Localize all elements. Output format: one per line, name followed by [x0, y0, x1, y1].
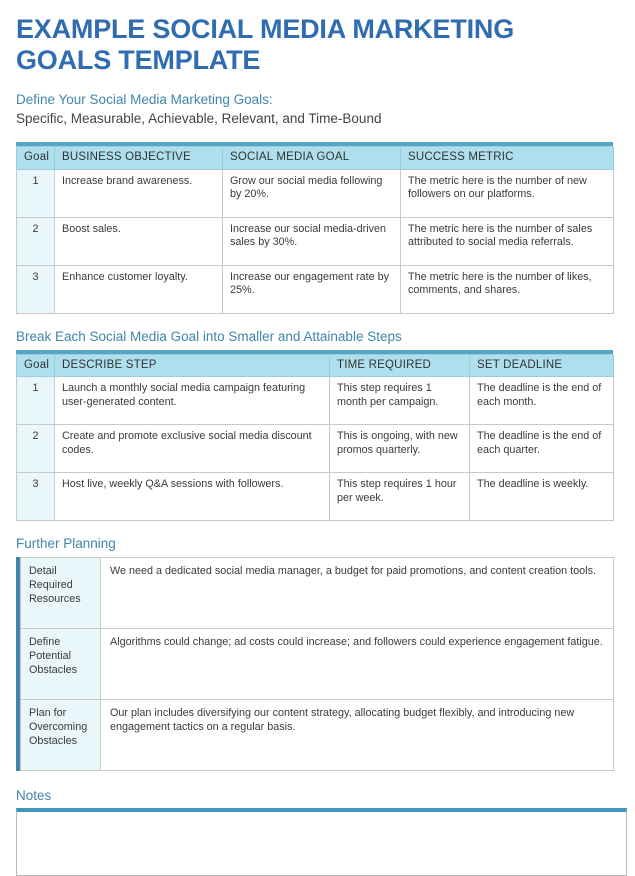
cell-business-objective[interactable]: Boost sales.: [55, 217, 223, 265]
goal-number: 3: [17, 473, 55, 521]
cell-set-deadline[interactable]: The deadline is weekly.: [470, 473, 614, 521]
goals-table-header: [17, 147, 614, 170]
cell-plan-for-overcoming-obstacles[interactable]: Our plan includes diversifying our content strategy, allocating budget flexibly, and introducing new engagement tactics on a regular basis.: [101, 700, 614, 771]
table-row: [21, 558, 614, 629]
cell-business-objective[interactable]: Increase brand awareness.: [55, 169, 223, 217]
goal-number: 2: [17, 425, 55, 473]
steps-table-body: [17, 377, 614, 521]
goal-number: 1: [17, 169, 55, 217]
steps-table: [16, 354, 614, 522]
column-header-time-required: TIME REQUIRED: [330, 354, 470, 377]
table-row: [17, 473, 614, 521]
column-header-describe-step: DESCRIBE STEP: [55, 354, 330, 377]
further-planning-body: [21, 558, 614, 771]
goal-number: 2: [17, 217, 55, 265]
cell-success-metric[interactable]: The metric here is the number of likes, comments, and shares.: [401, 265, 614, 313]
goal-number: 3: [17, 265, 55, 313]
table-row: [17, 425, 614, 473]
cell-describe-step[interactable]: Create and promote exclusive social media discount codes.: [55, 425, 330, 473]
cell-define-potential-obstacles[interactable]: Algorithms could change; ad costs could increase; and followers could experience engagement fatigue.: [101, 629, 614, 700]
subtitle-line-secondary: Specific, Measurable, Achievable, Relevant, and Time-Bound: [16, 111, 382, 126]
cell-success-metric[interactable]: The metric here is the number of new followers on our platforms.: [401, 169, 614, 217]
table-row: [17, 265, 614, 313]
column-header-goal: Goal: [17, 147, 55, 170]
column-header-set-deadline: SET DEADLINE: [470, 354, 614, 377]
goals-table-body: [17, 169, 614, 313]
steps-table-header: [17, 354, 614, 377]
further-planning-heading: Further Planning: [16, 536, 116, 551]
cell-business-objective[interactable]: Enhance customer loyalty.: [55, 265, 223, 313]
cell-success-metric[interactable]: The metric here is the number of sales attributed to social media referrals.: [401, 217, 614, 265]
table-row: [17, 169, 614, 217]
cell-time-required[interactable]: This is ongoing, with new promos quarterly.: [330, 425, 470, 473]
cell-time-required[interactable]: This step requires 1 hour per week.: [330, 473, 470, 521]
steps-table-wrapper: [16, 350, 613, 522]
column-header-social-media-goal: SOCIAL MEDIA GOAL: [223, 147, 401, 170]
column-header-goal: Goal: [17, 354, 55, 377]
row-label-define-potential-obstacles: Define Potential Obstacles: [21, 629, 101, 700]
cell-set-deadline[interactable]: The deadline is the end of each quarter.: [470, 425, 614, 473]
table-header-row: [17, 354, 614, 377]
column-header-business-objective: BUSINESS OBJECTIVE: [55, 147, 223, 170]
goals-table-wrapper: [16, 142, 613, 314]
table-row: [17, 217, 614, 265]
steps-section-heading: Break Each Social Media Goal into Smaller and Attainable Steps: [16, 328, 402, 344]
row-label-detail-required-resources: Detail Required Resources: [21, 558, 101, 629]
notes-heading: Notes: [16, 788, 52, 803]
column-header-success-metric: SUCCESS METRIC: [401, 147, 614, 170]
cell-social-media-goal[interactable]: Increase our social media-driven sales by 30%.: [223, 217, 401, 265]
notes-input[interactable]: [16, 808, 627, 876]
further-planning-wrapper: [16, 557, 613, 771]
table-row: [17, 377, 614, 425]
cell-detail-required-resources[interactable]: We need a dedicated social media manager, a budget for paid promotions, and content creation tools.: [101, 558, 614, 629]
cell-describe-step[interactable]: Launch a monthly social media campaign featuring user-generated content.: [55, 377, 330, 425]
goal-number: 1: [17, 377, 55, 425]
cell-time-required[interactable]: This step requires 1 month per campaign.: [330, 377, 470, 425]
cell-describe-step[interactable]: Host live, weekly Q&A sessions with followers.: [55, 473, 330, 521]
goals-table: [16, 146, 614, 314]
subtitle-line-primary: Define Your Social Media Marketing Goals:: [16, 92, 273, 107]
table-row: [21, 700, 614, 771]
cell-social-media-goal[interactable]: Increase our engagement rate by 25%.: [223, 265, 401, 313]
row-label-plan-for-overcoming-obstacles: Plan for Overcoming Obstacles: [21, 700, 101, 771]
table-row: [21, 629, 614, 700]
subtitle-block: [16, 90, 615, 128]
cell-set-deadline[interactable]: The deadline is the end of each month.: [470, 377, 614, 425]
further-planning-table: [20, 557, 614, 771]
page-title: EXAMPLE SOCIAL MEDIA MARKETING GOALS TEMPLATE: [16, 14, 515, 75]
table-header-row: [17, 147, 614, 170]
cell-social-media-goal[interactable]: Grow our social media following by 20%.: [223, 169, 401, 217]
